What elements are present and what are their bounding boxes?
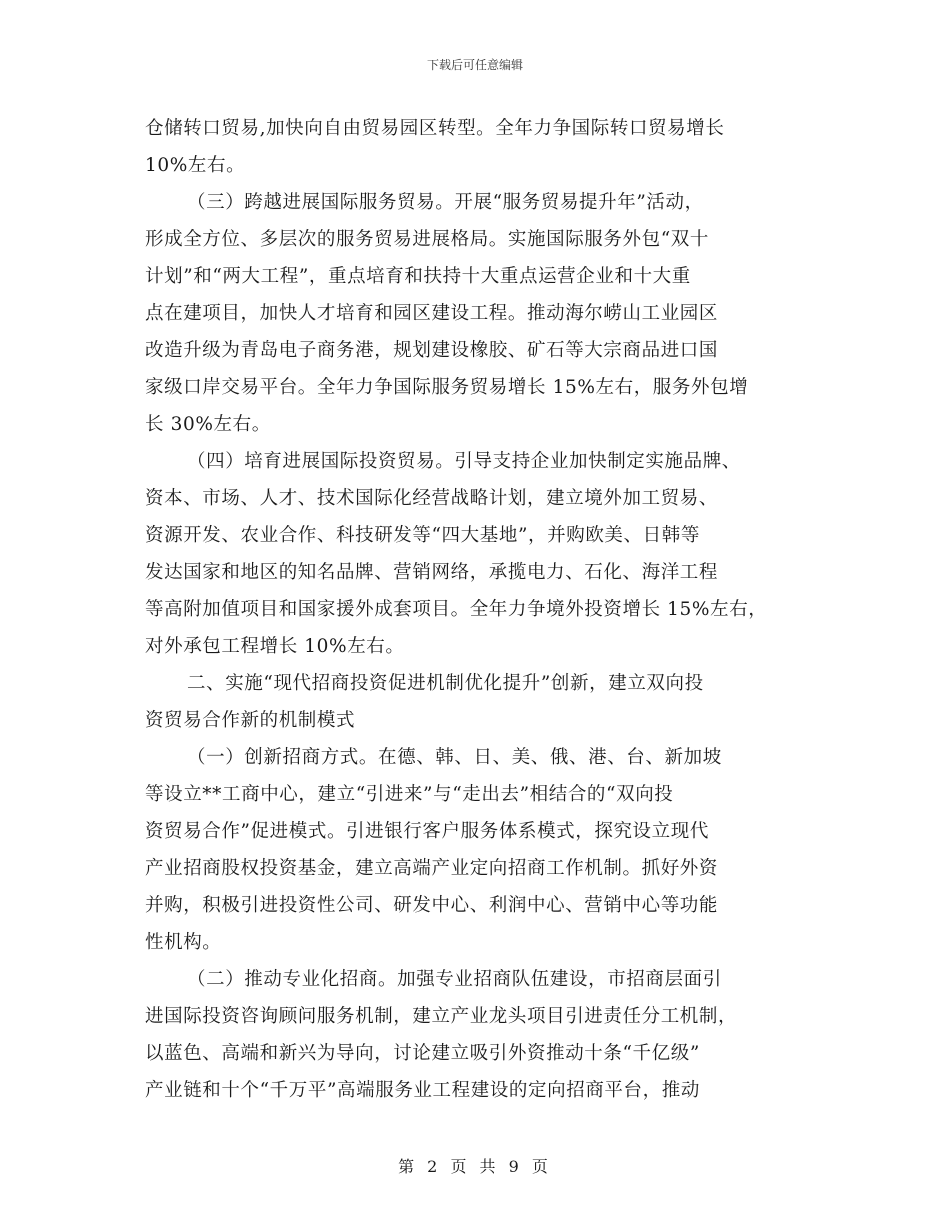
text-line: 计划”和“两大工程”，重点培育和扶持十大重点运营企业和十大重	[145, 266, 691, 287]
text-line: 10%左右。	[145, 155, 246, 176]
text-line: 以蓝色、高端和新兴为导向，讨论建立吸引外资推动十条“千亿级”	[145, 1043, 700, 1064]
text-line: 改造升级为青岛电子商务港，规划建设橡胶、矿石等大宗商品进口国	[145, 340, 719, 361]
text-line: 等设立**工商中心，建立“引进来”与“走出去”相结合的“双向投	[145, 784, 674, 805]
text-line: 家级口岸交易平台。全年力争国际服务贸易增长 15%左右，服务外包增	[145, 377, 749, 398]
document-body	[145, 110, 805, 1109]
paragraph-first-line: （一）创新招商方式。在德、韩、日、美、俄、港、台、新加坡	[187, 747, 722, 768]
page-header: 下载后可任意编辑	[426, 58, 523, 72]
text-line: 对外承包工程增长 10%左右。	[145, 636, 405, 657]
text-line: 资本、市场、人才、技术国际化经营战略计划，建立境外加工贸易、	[145, 488, 719, 509]
paragraph-first-line: 二、实施“现代招商投资促进机制优化提升”创新，建立双向投	[187, 673, 704, 694]
text-line: 长 30%左右。	[145, 414, 271, 435]
text-line: 进国际投资咨询顾问服务机制，建立产业龙头项目引进责任分工机制，	[145, 1006, 738, 1027]
text-line: 资贸易合作”促进模式。引进银行客户服务体系模式，探究设立现代	[145, 821, 709, 842]
page-number-footer: 第 2 页 共 9 页	[398, 1157, 552, 1176]
text-line: 点在建项目，加快人才培育和园区建设工程。推动海尔崂山工业园区	[145, 303, 719, 324]
text-line: 形成全方位、多层次的服务贸易进展格局。实施国际服务外包“双十	[145, 229, 709, 250]
text-line: 产业链和十个“千万平”高端服务业工程建设的定向招商平台，推动	[145, 1080, 700, 1101]
text-line: 资源开发、农业合作、科技研发等“四大基地”，并购欧美、日韩等	[145, 525, 700, 546]
paragraph-first-line: （二）推动专业化招商。加强专业招商队伍建设，市招商层面引	[187, 969, 722, 990]
text-line: 资贸易合作新的机制模式	[145, 710, 356, 731]
text-line: 发达国家和地区的知名品牌、营销网络，承揽电力、石化、海洋工程	[145, 562, 719, 583]
text-line: 等高附加值项目和国家援外成套项目。全年力争境外投资增长 15%左右，	[145, 599, 768, 620]
paragraph-first-line: （四）培育进展国际投资贸易。引导支持企业加快制定实施品牌、	[187, 451, 741, 472]
text-line: 并购，积极引进投资性公司、研发中心、利润中心、营销中心等功能	[145, 895, 719, 916]
text-line: 产业招商股权投资基金，建立高端产业定向招商工作机制。抓好外资	[145, 858, 719, 879]
text-line: 性机构。	[145, 932, 222, 953]
text-line: 仓储转口贸易,加快向自由贸易园区转型。全年力争国际转口贸易增长	[145, 118, 725, 139]
paragraph-first-line: （三）跨越进展国际服务贸易。开展“服务贸易提升年”活动，	[187, 192, 704, 213]
